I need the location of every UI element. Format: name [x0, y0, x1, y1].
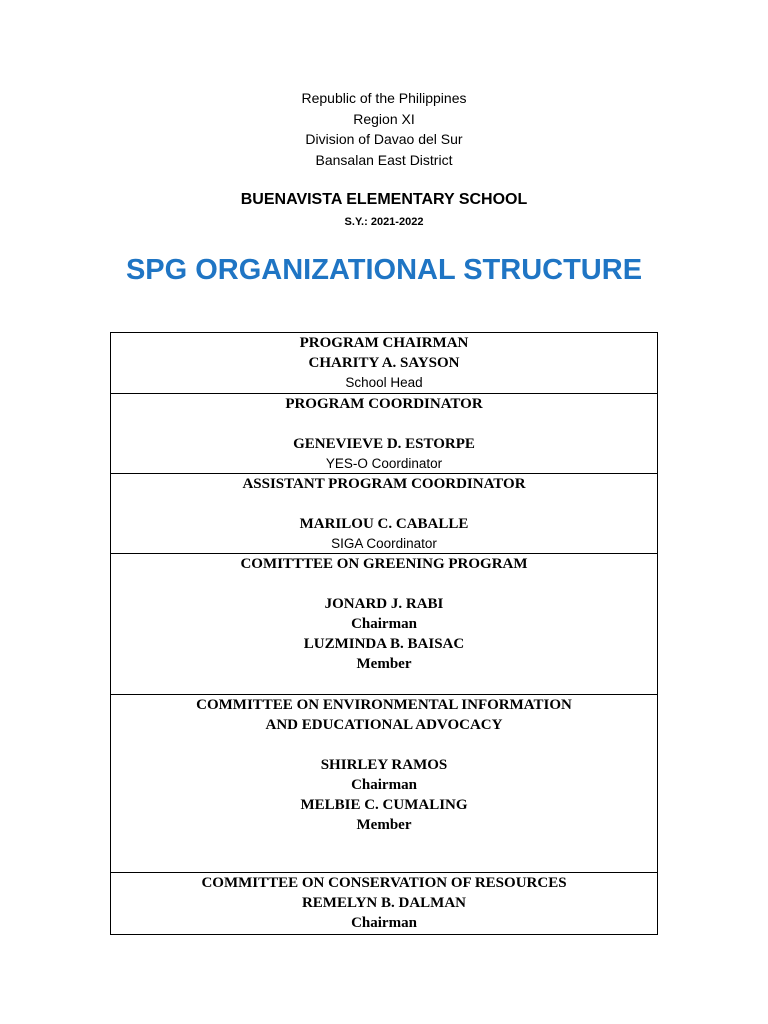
person-name: SHIRLEY RAMOS — [320, 757, 448, 773]
district-line: Bansalan East District — [315, 151, 453, 168]
person-role: School Head — [345, 375, 423, 390]
person-name: CHARITY A. SAYSON — [308, 355, 460, 371]
committee-title: COMMITTEE ON ENVIRONMENTAL INFORMATION — [196, 697, 572, 713]
person-role: Chairman — [351, 616, 417, 632]
school-name: BUENAVISTA ELEMENTARY SCHOOL — [240, 191, 528, 208]
table-row — [111, 474, 657, 554]
org-structure-table — [110, 332, 658, 935]
person-role: Member — [356, 656, 412, 672]
spacer — [111, 735, 657, 755]
person-role: Member — [356, 817, 412, 833]
table-row — [111, 394, 657, 474]
country-line: Republic of the Philippines — [301, 90, 467, 106]
person-name: MELBIE C. CUMALING — [300, 797, 468, 813]
person-name: REMELYN B. DALMAN — [301, 895, 467, 911]
table-row — [111, 554, 657, 695]
spacer — [111, 494, 657, 514]
person-role: Chairman — [351, 777, 417, 793]
person-name: JONARD J. RABI — [324, 596, 444, 612]
table-row — [111, 695, 657, 873]
table-row — [111, 873, 657, 935]
position-title: PROGRAM COORDINATOR — [285, 396, 483, 412]
person-role: YES-O Coordinator — [325, 456, 443, 471]
region-line: Region XI — [353, 110, 415, 127]
person-name: MARILOU C. CABALLE — [299, 516, 469, 532]
division-line: Division of Davao del Sur — [305, 131, 463, 147]
person-role: SIGA Coordinator — [331, 536, 437, 551]
table-row — [111, 333, 657, 394]
person-role: Chairman — [351, 915, 417, 931]
spacer — [111, 574, 657, 594]
school-year: S.Y.: 2021-2022 — [344, 216, 424, 228]
committee-title: COMMITTEE ON CONSERVATION OF RESOURCES — [201, 875, 567, 891]
spacer — [111, 414, 657, 434]
position-title: ASSISTANT PROGRAM COORDINATOR — [242, 476, 526, 492]
page-title: SPG ORGANIZATIONAL STRUCTURE — [125, 254, 643, 286]
person-name: LUZMINDA B. BAISAC — [303, 636, 465, 652]
committee-title: COMITTTEE ON GREENING PROGRAM — [240, 556, 528, 572]
letterhead — [0, 88, 768, 170]
committee-title: AND EDUCATIONAL ADVOCACY — [265, 717, 503, 733]
position-title: PROGRAM CHAIRMAN — [299, 335, 469, 351]
person-name: GENEVIEVE D. ESTORPE — [293, 436, 475, 452]
